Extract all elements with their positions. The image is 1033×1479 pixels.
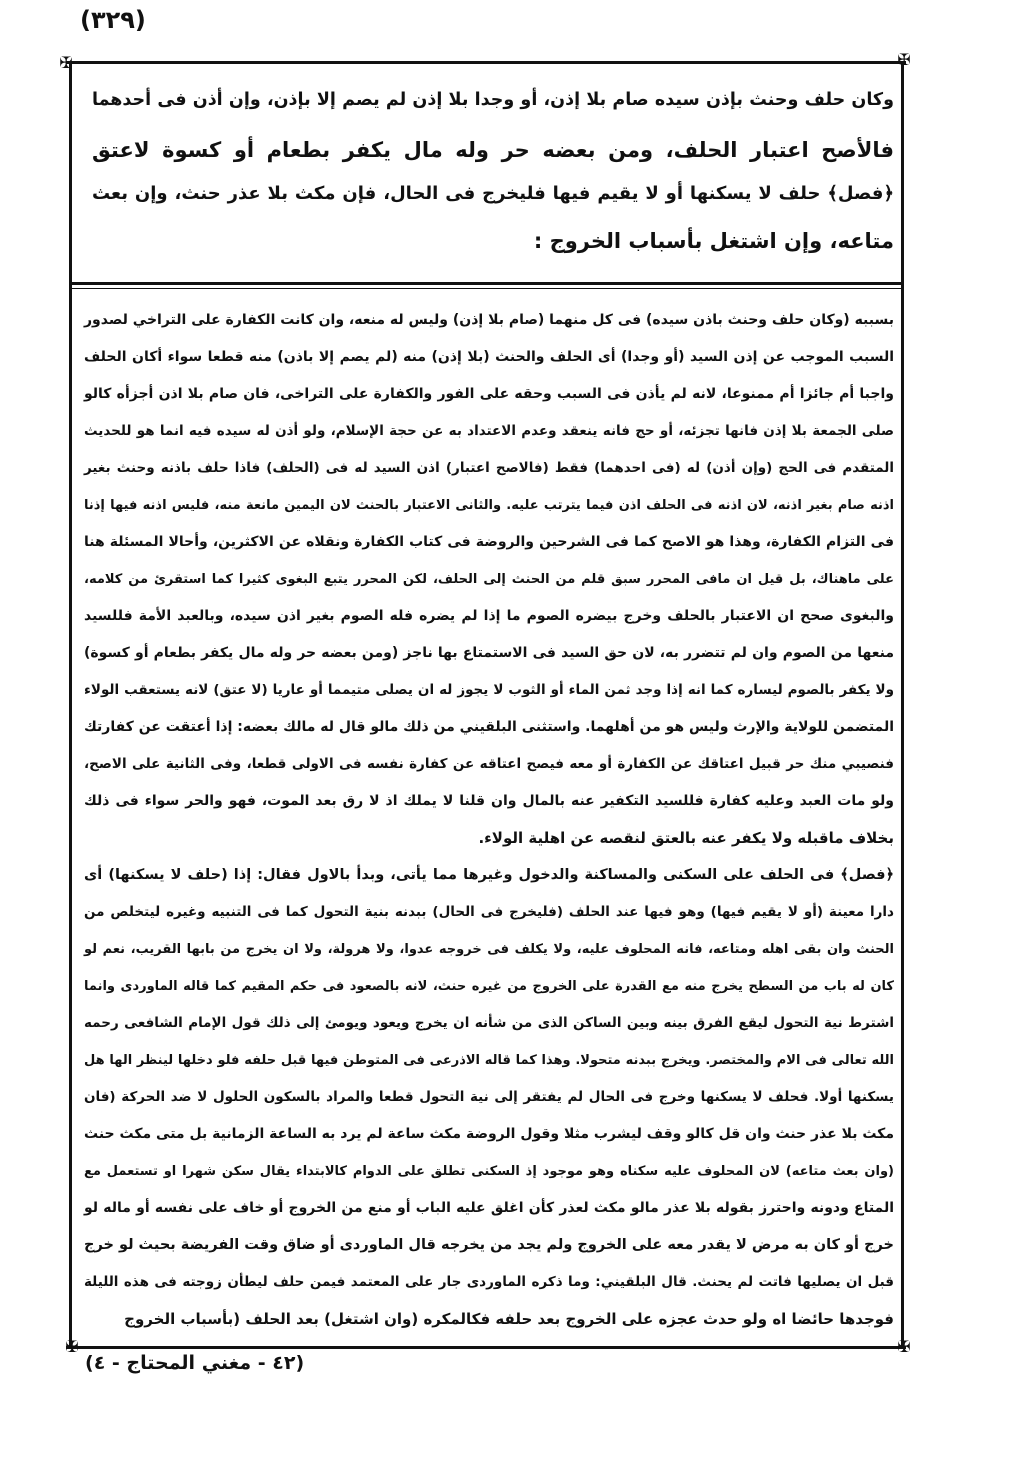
sharh-line: منعها من الصوم وان لم تتضرر به، لان حق السيد فى الاستمتاع بها ناجز (ومن بعضه حر وله مال يكفر بطعام أو كسوة)	[84, 645, 894, 661]
sharh-line: اشترط نية التحول ليقع الفرق بينه وبين الساكن الذى من شأنه ان يخرج ويعود ويومئ إلى ذلك قول الإمام الشافعى رحمه	[84, 1015, 894, 1031]
sharh-line: مكث بلا عذر حنث وان قل كالو وقف ليشرب مثلا وقول الروضة مكث ساعة لم يرد به الساعة الزمانية بل متى مكث حنث	[84, 1126, 894, 1142]
sharh-line: قبل ان يصليها فاتت لم يحنث. قال البلقيني: وما ذكره الماوردى جار على المعتمد فيمن حلف ليطأن زوجته فى هذه الليلة	[84, 1274, 894, 1290]
sharh-line: الله تعالى فى الام والمختصر. ويخرج ببدنه متحولا. وهذا كما قاله الاذرعى فى المتوطن فيها قبل حلفه فلو دخلها لينظر الها هل	[84, 1053, 894, 1068]
sharh-line: على ماهناك، بل قيل ان مافى المحرر سبق قلم من الحنث إلى الحلف، لكن المحرر يتبع البغوى كثيرا كما استقرئ من كلامه،	[84, 572, 894, 587]
matn-line: فالأصح اعتبار الحلف، ومن بعضه حر وله مال يكفر بطعام أو كسوة لاعتق	[92, 138, 894, 162]
corner-ornament-icon: ✠	[897, 1337, 911, 1356]
sharh-line: يسكنها أولا. فحلف لا يسكنها وخرج فى الحال لم يفتقر إلى نية التحول قطعا والمراد بالسكون الحلول لا ضد الحركة (فان	[84, 1089, 894, 1105]
sharh-line: الحنث وان بقى اهله ومتاعه، فانه المحلوف عليه، ولا يكلف فى خروجه عدوا، ولا هرولة، ولا ان يخرج من بابها القريب، نعم لو	[84, 942, 894, 957]
sharh-line: بخلاف ماقبله ولا يكفر عنه بالعتق لنقصه عن اهلية الولاء.	[478, 829, 894, 847]
sharh-line: اذنه صام بغير اذنه، لان اذنه فى الحلف اذن فيما يترتب عليه. والثانى الاعتبار بالحنث لان اليمين مانعة منه، فليس اذنه فيها إذنا	[84, 498, 894, 513]
sharh-line: السبب الموجب عن إذن السيد (أو وجدا) أى الحلف والحنث (بلا إذن) منه (لم يصم إلا باذن) منه قطعا سواء أكان الحلف	[84, 349, 894, 365]
section-divider	[70, 282, 903, 285]
sharh-line: دارا معينة (أو لا يقيم فيها) وهو فيها عند الحلف (فليخرج فى الحال) ببدنه بنية التحول كما فى التنبيه وغيره ليتخلص من	[84, 904, 894, 920]
sharh-line: والبغوى صحح ان الاعتبار بالحلف وخرج بيضره الصوم ما إذا لم يضره فله الصوم بغير اذن سيده، وبالعبد الأمة فللسيد	[84, 608, 894, 624]
sharh-line: فى التزام الكفارة، وهذا هو الاصح كما فى الشرحين والروضة فى كتاب الكفارة ونقلاه عن الاكثرين، وأحالا المسئلة هنا	[84, 534, 894, 550]
matn-line: ﴿فصل﴾ حلف لا يسكنها أو لا يقيم فيها فليخرج فى الحال، فإن مكث بلا عذر حنث، وإن بعث	[92, 183, 894, 204]
bottom-frame-rule	[66, 1346, 906, 1349]
corner-ornament-icon: ✠	[897, 50, 911, 69]
footer-signature: (٤٢ - مغني المحتاج - ٤)	[85, 1352, 305, 1374]
sharh-line: فوجدها حائضا اه ولو حدث عجزه على الخروج بعد حلفه فكالمكره (وان اشتغل) بعد الحلف (بأسباب الخروج	[124, 1310, 894, 1328]
top-frame-rule	[66, 61, 906, 64]
sharh-line: بسببه (وكان حلف وحنث باذن سيده) فى كل منهما (صام بلا إذن) وليس له منعه، وان كانت الكفارة على التراخي لصدور	[84, 312, 894, 328]
page-number: (٣٢٩)	[80, 6, 146, 34]
sharh-line: المتقدم فى الحج (وإن أذن) له (فى احدهما) فقط (فالاصح اعتبار) اذن السيد له فى (الحلف) فاذا حلف باذنه وحنث بغير	[84, 460, 894, 476]
sharh-line: خرج أو كان به مرض لا يقدر معه على الخروج ولم يجد من يخرجه قال الماوردى أو ضاق وقت الفريضة بحيث لو خرج	[84, 1237, 894, 1253]
sharh-line: كان له باب من السطح يخرج منه مع القدرة على الخروج من غيره حنث، لانه بالصعود فى حكم المقيم كما قاله الماوردى وانما	[84, 979, 894, 994]
right-frame-rule	[901, 62, 904, 1348]
sharh-line: فنصيبي منك حر قبيل اعتاقك عن الكفارة أو معه فيصح اعتاقه عن كفارة نفسه فى الاولى قطعا، وفى الثانية على الاصح،	[84, 756, 894, 772]
sharh-line: ﴿فصل﴾ فى الحلف على السكنى والمساكنة والدخول وغيرها مما يأتى، وبدأ بالاول فقال: إذا (حلف لا يسكنها) أى	[84, 867, 894, 883]
section-divider-thin	[70, 288, 903, 289]
sharh-line: ولا يكفر بالصوم ليساره كما انه إذا وجد ثمن الماء أو الثوب لا يجوز له ان يصلى متيمما أو عاريا (لا عتق) لانه يستعقب الولاء	[84, 682, 894, 698]
sharh-line: (وان بعث متاعه) لان المحلوف عليه سكناه وهو موجود إذ السكنى تطلق على الدوام كالابتداء يقال سكن شهرا او تستعمل مع	[84, 1164, 894, 1179]
sharh-line: واجبا أم جائزا أم ممنوعا، لانه لم يأذن فى السبب وحقه على الفور والكفارة على التراخى، فان صام بلا اذن أجزأه كالو	[84, 386, 894, 402]
corner-ornament-icon: ✠	[59, 53, 73, 72]
sharh-line: صلى الجمعة بلا إذن فانها تجزئه، أو حج فانه ينعقد وعدم الاعتداد به عن حجة الإسلام، ولو أذن له سيده فيه انما هو للحديث	[84, 423, 894, 439]
matn-line: متاعه، وإن اشتغل بأسباب الخروج :	[533, 229, 894, 253]
sharh-line: المتضمن للولاية والإرث وليس هو من أهلهما. واستثنى البلقيني من ذلك مالو قال له مالك بعضه: إذا أعتقت عن كفارتك	[84, 719, 894, 735]
left-frame-rule	[69, 62, 72, 1348]
sharh-line: المتاع ودونه واحترز بقوله بلا عذر مالو مكث لعذر كأن اغلق عليه الباب أو منع من الخروج أو خاف على نفسه أو ماله لو	[84, 1200, 894, 1216]
sharh-line: ولو مات العبد وعليه كفارة فللسيد التكفير عنه بالمال وان قلنا لا يملك اذ لا رق بعد الموت، فهو والحر سواء فى ذلك	[84, 793, 894, 809]
corner-ornament-icon: ✠	[65, 1337, 79, 1356]
matn-line: وكان حلف وحنث بإذن سيده صام بلا إذن، أو وجدا بلا إذن لم يصم إلا بإذن، وإن أذن فى أحدهما	[92, 90, 894, 110]
